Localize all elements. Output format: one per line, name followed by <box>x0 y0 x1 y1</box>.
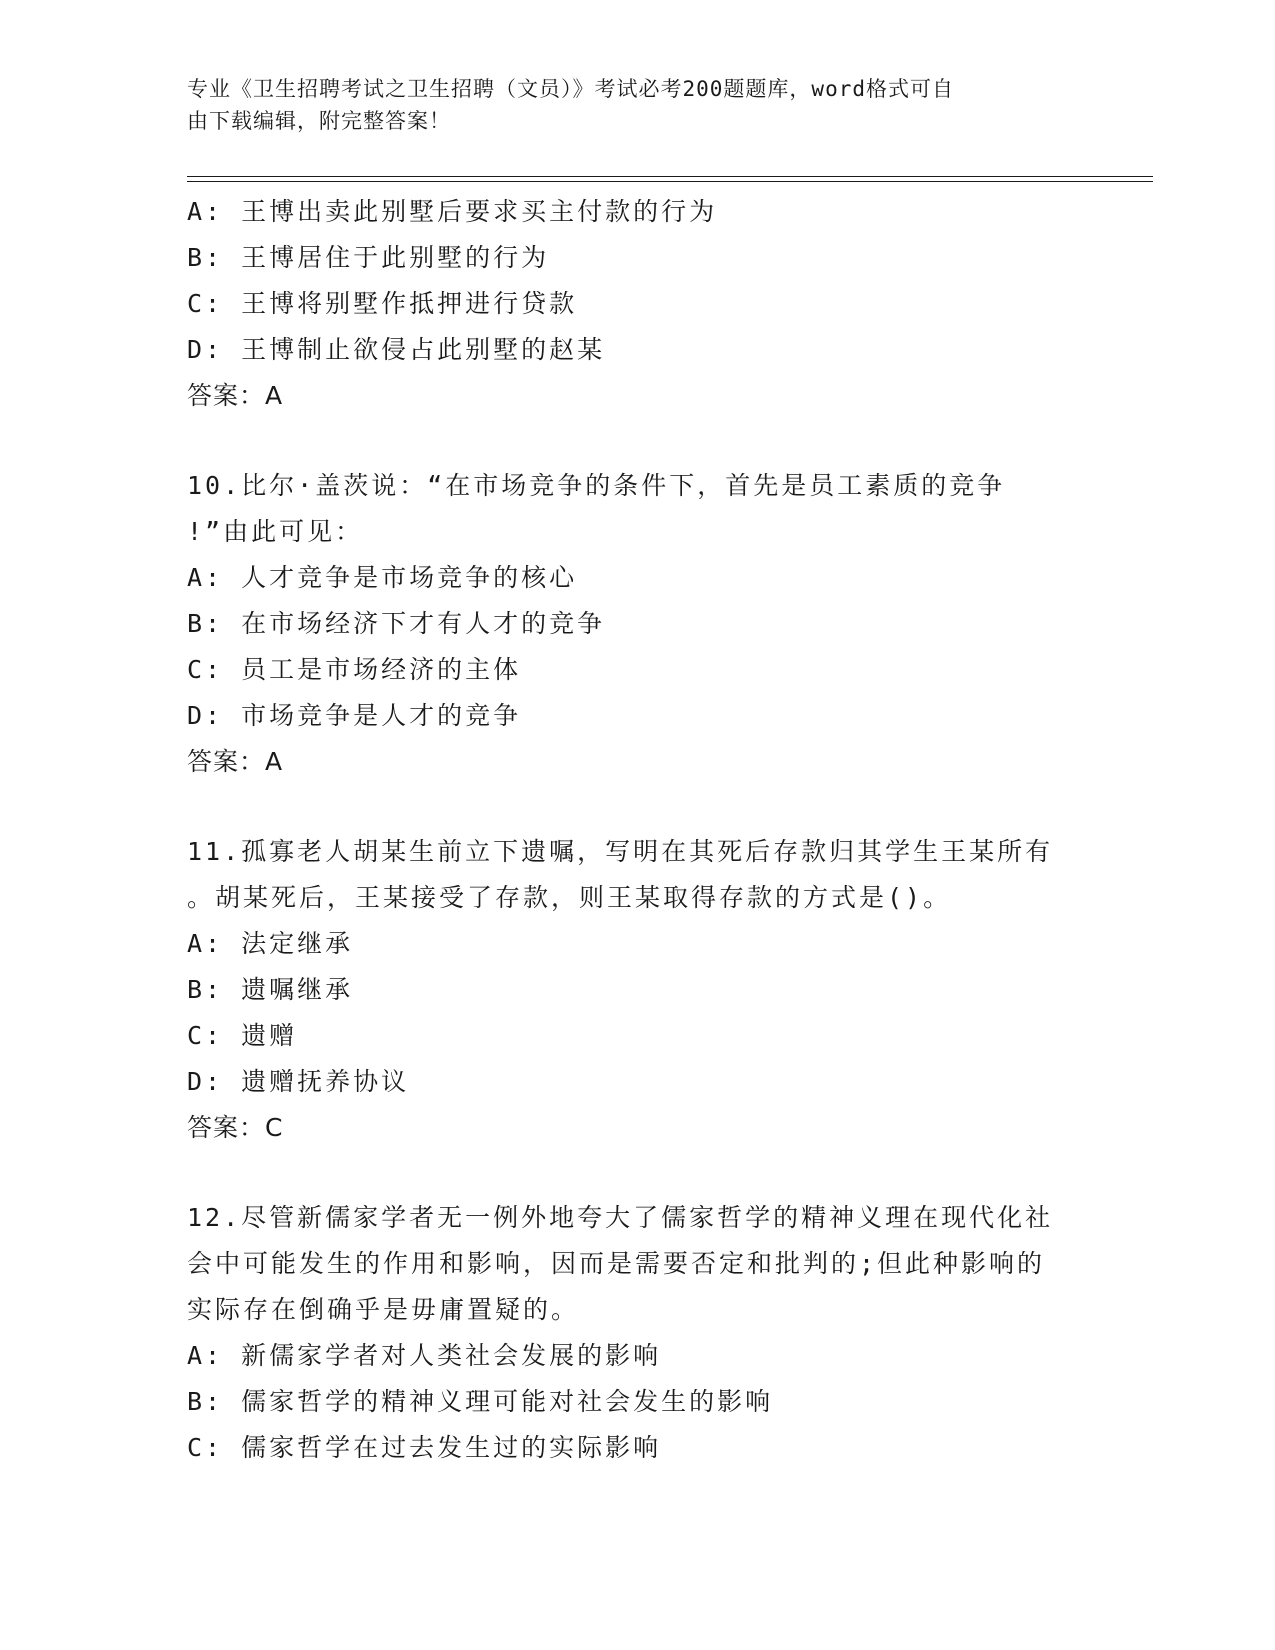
document-header <box>187 73 1067 137</box>
option-a: A: 新儒家学者对人类社会发展的影响 <box>187 1341 662 1370</box>
stem-line: 。胡某死后，王某接受了存款，则王某取得存款的方式是()。 <box>187 883 952 912</box>
header-divider-bottom <box>187 181 1153 182</box>
option-d: D: 市场竞争是人才的竞争 <box>187 701 522 730</box>
question-12 <box>187 1195 1087 1471</box>
option-b: B: 儒家哲学的精神义理可能对社会发生的影响 <box>187 1387 774 1416</box>
option-b: B: 王博居住于此别墅的行为 <box>187 243 550 272</box>
question-spacer <box>187 1151 1087 1195</box>
option-d: D: 王博制止欲侵占此别墅的赵某 <box>187 335 606 364</box>
option-b: B: 遗嘱继承 <box>187 975 354 1004</box>
stem-line: 会中可能发生的作用和影响，因而是需要否定和批判的;但此种影响的 <box>187 1249 1046 1278</box>
option-a: A: 法定继承 <box>187 929 354 958</box>
question-spacer <box>187 419 1087 463</box>
answer-line: 答案：A <box>187 747 284 776</box>
header-line-1: 专业《卫生招聘考试之卫生招聘（文员）》考试必考200题题库，word格式可自 <box>187 77 954 101</box>
answer-line: 答案：C <box>187 1113 284 1142</box>
option-c: C: 儒家哲学在过去发生过的实际影响 <box>187 1433 662 1462</box>
question-10 <box>187 463 1087 785</box>
option-d: D: 遗赠抚养协议 <box>187 1067 410 1096</box>
question-11 <box>187 829 1087 1151</box>
header-line-2: 由下载编辑，附完整答案！ <box>187 109 451 133</box>
option-c: C: 员工是市场经济的主体 <box>187 655 522 684</box>
stem-line: 实际存在倒确乎是毋庸置疑的。 <box>187 1295 580 1324</box>
option-c: C: 王博将别墅作抵押进行贷款 <box>187 289 578 318</box>
stem-line: 11.孤寡老人胡某生前立下遗嘱，写明在其死后存款归其学生王某所有 <box>187 837 1054 866</box>
question-spacer <box>187 785 1087 829</box>
question-stem <box>187 1195 1087 1333</box>
stem-line: 12.尽管新儒家学者无一例外地夸大了儒家哲学的精神义理在现代化社 <box>187 1203 1054 1232</box>
option-b: B: 在市场经济下才有人才的竞争 <box>187 609 606 638</box>
stem-line: 10.比尔·盖茨说：“在市场竞争的条件下，首先是员工素质的竞争 <box>187 471 1006 500</box>
header-divider-top <box>187 176 1153 177</box>
option-a: A: 王博出卖此别墅后要求买主付款的行为 <box>187 197 718 226</box>
option-c: C: 遗赠 <box>187 1021 298 1050</box>
question-9-tail <box>187 189 1087 419</box>
question-stem <box>187 463 1087 555</box>
question-list <box>187 189 1087 1471</box>
stem-line: !”由此可见： <box>187 517 364 546</box>
option-a: A: 人才竞争是市场竞争的核心 <box>187 563 578 592</box>
question-stem <box>187 829 1087 921</box>
answer-line: 答案：A <box>187 381 284 410</box>
